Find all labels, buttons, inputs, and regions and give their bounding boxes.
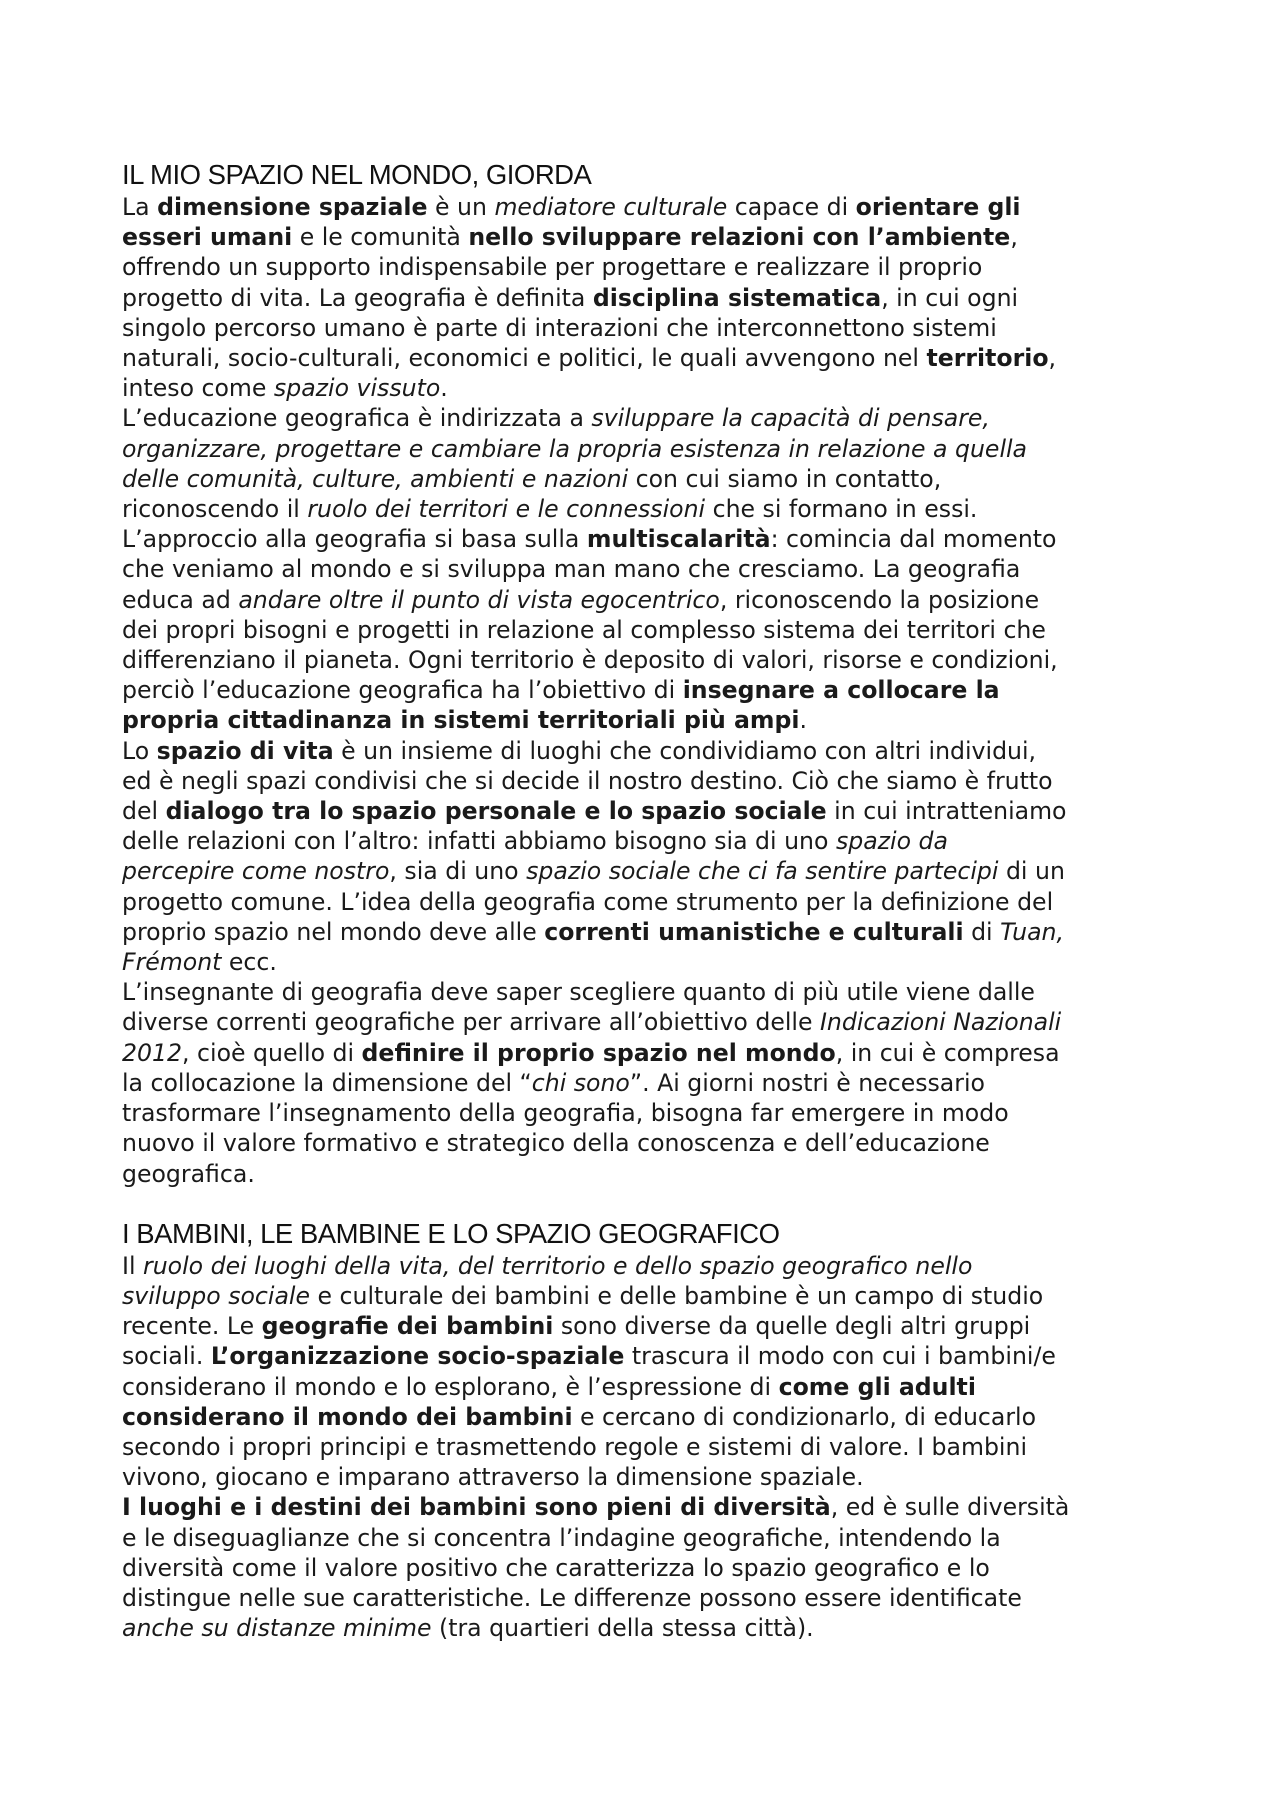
- text-run: capace di: [727, 193, 856, 221]
- text-line: [122, 1492, 1172, 1522]
- text-run: offrendo un supporto indispensabile per progettare e realizzare il proprio: [122, 253, 983, 282]
- bold-text: dimensione spaziale: [157, 193, 428, 221]
- text-run: ”. Ai giorni nostri è necessario: [629, 1068, 985, 1097]
- text-run: trascura il modo con cui i bambini/e: [624, 1342, 1056, 1371]
- bold-text: insegnare a collocare la: [682, 676, 1000, 705]
- text-line: [122, 313, 1172, 343]
- text-run: : comincia dal momento: [770, 525, 1057, 554]
- text-line: [122, 1128, 1172, 1158]
- text-run: considerano il mondo e lo esplorano, è l’espressione di: [122, 1372, 779, 1401]
- text-run: sociali.: [122, 1342, 211, 1371]
- text-line: [122, 1341, 1172, 1371]
- italic-text: chi sono: [531, 1068, 630, 1097]
- text-run: progetto comune. L’idea della geografia come strumento per la definizione del: [122, 887, 1054, 916]
- text-run: e le diseguaglianze che si concentra l’indagine geografiche, intendendo la: [122, 1523, 1001, 1552]
- paragraph: [122, 977, 1172, 1188]
- bold-text: correnti umanistiche e culturali: [544, 917, 964, 946]
- paragraph: [122, 403, 1172, 524]
- text-run: trasformare l’insegnamento della geografia, bisogna far emergere in modo: [122, 1099, 1009, 1128]
- bold-text: I luoghi e i destini dei bambini sono pieni di diversità: [122, 1493, 831, 1522]
- text-run: .: [799, 706, 807, 735]
- text-line: [122, 796, 1172, 826]
- text-run: di: [963, 917, 1001, 946]
- bold-text: L’organizzazione socio-spaziale: [210, 1342, 625, 1371]
- text-line: [122, 434, 1172, 464]
- text-run: educa ad: [122, 585, 239, 614]
- bold-text: propria cittadinanza in sistemi territoriali più ampi: [122, 706, 800, 735]
- text-run: diversità come il valore positivo che caratterizza lo spazio geografico e lo: [122, 1553, 990, 1582]
- italic-text: sviluppare la capacità di pensare,: [591, 404, 990, 433]
- text-run: inteso come: [122, 374, 274, 403]
- text-line: [122, 1613, 1172, 1643]
- text-run: recente. Le: [122, 1312, 262, 1341]
- text-run: del: [122, 797, 166, 826]
- text-run: e culturale dei bambini e delle bambine è un campo di studio: [310, 1281, 1044, 1310]
- text-run: è un: [427, 193, 495, 221]
- text-run: in cui intratteniamo: [826, 797, 1067, 826]
- italic-text: percepire come nostro: [122, 857, 390, 886]
- text-run: distingue nelle sue caratteristiche. Le differenze possono essere identificate: [122, 1583, 1022, 1612]
- text-run: L’approccio alla geografia si basa sulla: [122, 525, 587, 554]
- bold-text: esseri umani: [122, 223, 293, 252]
- text-line: [122, 494, 1172, 524]
- text-line: [122, 464, 1172, 494]
- text-line: [122, 917, 1172, 947]
- text-line: [122, 947, 1172, 977]
- text-run: differenziano il pianeta. Ogni territorio è deposito di valori, risorse e condizioni,: [122, 646, 1058, 675]
- text-run: nuovo il valore formativo e strategico della conoscenza e dell’educazione: [122, 1129, 990, 1158]
- italic-text: ruolo dei territori e le connessioni: [307, 495, 706, 524]
- section-2-body: [122, 1251, 1172, 1644]
- section-1-body: [122, 192, 1172, 1189]
- text-line: [122, 1553, 1172, 1583]
- text-run: , in cui è compresa: [835, 1038, 1060, 1067]
- text-line: [122, 1462, 1172, 1492]
- text-run: ,: [1010, 223, 1018, 252]
- bold-text: geografie dei bambini: [261, 1312, 554, 1341]
- text-run: ed è negli spazi condivisi che si decide il nostro destino. Ciò che siamo è frutto: [122, 766, 1053, 795]
- text-line: [122, 1251, 1172, 1281]
- text-run: L’insegnante di geografia deve saper scegliere quanto di più utile viene dalle: [122, 978, 1035, 1007]
- text-line: [122, 192, 1172, 222]
- text-line: [122, 1068, 1172, 1098]
- text-run: (tra quartieri della stessa città).: [431, 1614, 814, 1643]
- text-line: [122, 645, 1172, 675]
- text-run: è un insieme di luoghi che condividiamo con altri individui,: [333, 736, 1037, 765]
- text-line: [122, 554, 1172, 584]
- text-run: e cercano di condizionarlo, di educarlo: [572, 1402, 1037, 1431]
- bold-text: territorio: [926, 344, 1049, 373]
- section-1-title: IL MIO SPAZIO NEL MONDO, GIORDA: [122, 159, 592, 190]
- italic-text: Frémont: [122, 948, 222, 977]
- text-run: di un: [998, 857, 1065, 886]
- italic-text: Indicazioni Nazionali: [819, 1008, 1062, 1037]
- bold-text: multiscalarità: [586, 525, 771, 554]
- text-line: [122, 1159, 1172, 1189]
- italic-text: ruolo dei luoghi della vita, del territorio e dello spazio geografico nello: [143, 1251, 973, 1280]
- text-line: [122, 1523, 1172, 1553]
- bold-text: definire il proprio spazio nel mondo: [361, 1038, 836, 1067]
- text-line: [122, 1402, 1172, 1432]
- text-run: , riconoscendo la posizione: [719, 585, 1040, 614]
- text-line: [122, 222, 1172, 252]
- bold-text: come gli adulti: [778, 1372, 976, 1401]
- italic-text: organizzare, progettare e cambiare la propria esistenza in relazione a quella: [122, 434, 1028, 463]
- text-line: [122, 977, 1172, 1007]
- text-line: [122, 1098, 1172, 1128]
- document-page: [122, 160, 1172, 1643]
- bold-text: considerano il mondo dei bambini: [122, 1402, 573, 1431]
- text-run: naturali, socio-culturali, economici e politici, le quali avvengono nel: [122, 344, 927, 373]
- text-line: [122, 1583, 1172, 1613]
- text-run: , ed è sulle diversità: [830, 1493, 1070, 1522]
- text-line: [122, 826, 1172, 856]
- text-line: [122, 252, 1172, 282]
- text-run: dei propri bisogni e progetti in relazione al complesso sistema dei territori che: [122, 615, 1046, 644]
- text-run: e le comunità: [292, 223, 469, 252]
- text-line: [122, 283, 1172, 313]
- italic-text: 2012: [122, 1038, 183, 1067]
- text-line: [122, 524, 1172, 554]
- text-line: [122, 736, 1172, 766]
- text-line: [122, 1432, 1172, 1462]
- text-run: L’educazione geografica è indirizzata a: [122, 404, 592, 433]
- text-run: proprio spazio nel mondo deve alle: [122, 917, 545, 946]
- text-run: sono diverse da quelle degli altri gruppi: [553, 1312, 1031, 1341]
- text-run: ecc.: [221, 948, 277, 977]
- text-run: riconoscendo il: [122, 495, 308, 524]
- text-run: diverse correnti geografiche per arrivare all’obiettivo delle: [122, 1008, 820, 1037]
- text-run: , cioè quello di: [182, 1038, 362, 1067]
- bold-text: nello sviluppare relazioni con l’ambiente: [468, 223, 1011, 252]
- text-run: che si formano in essi.: [705, 495, 978, 524]
- text-line: [122, 766, 1172, 796]
- bold-text: orientare gli: [855, 193, 1021, 221]
- section-2-title: I BAMBINI, LE BAMBINE E LO SPAZIO GEOGRAFICO: [122, 1217, 780, 1249]
- text-run: con cui siamo in contatto,: [628, 464, 942, 493]
- text-line: [122, 373, 1172, 403]
- paragraph: [122, 1492, 1172, 1643]
- italic-text: mediatore culturale: [494, 193, 728, 221]
- text-line: [122, 856, 1172, 886]
- paragraph: [122, 736, 1172, 978]
- text-run: La: [122, 193, 158, 221]
- italic-text: anche su distanze minime: [122, 1614, 432, 1643]
- text-line: [122, 615, 1172, 645]
- text-run: che veniamo al mondo e si sviluppa man mano che cresciamo. La geografia: [122, 555, 1021, 584]
- paragraph: [122, 524, 1172, 735]
- italic-text: spazio da: [835, 827, 948, 856]
- text-line: [122, 887, 1172, 917]
- paragraph: [122, 1251, 1172, 1493]
- text-run: delle relazioni con l’altro: infatti abbiamo bisogno sia di uno: [122, 827, 836, 856]
- text-run: vivono, giocano e imparano attraverso la dimensione spaziale.: [122, 1463, 864, 1492]
- text-line: [122, 705, 1172, 735]
- text-line: [122, 343, 1172, 373]
- italic-text: Tuan,: [1000, 917, 1065, 946]
- text-run: progetto di vita. La geografia è definita: [122, 283, 593, 312]
- text-run: , in cui ogni: [881, 283, 1019, 312]
- italic-text: spazio vissuto: [273, 374, 441, 403]
- italic-text: andare oltre il punto di vista egocentrico: [238, 585, 720, 614]
- bold-text: dialogo tra lo spazio personale e lo spazio sociale: [165, 797, 827, 826]
- text-run: geografica.: [122, 1159, 255, 1188]
- text-line: [122, 1007, 1172, 1037]
- text-line: [122, 1372, 1172, 1402]
- text-run: la collocazione la dimensione del “: [122, 1068, 532, 1097]
- text-run: .: [440, 374, 448, 403]
- text-run: singolo percorso umano è parte di interazioni che interconnettono sistemi: [122, 313, 997, 342]
- text-run: ,: [1048, 344, 1057, 373]
- text-run: secondo i propri principi e trasmettendo regole e sistemi di valore. I bambini: [122, 1432, 1027, 1461]
- paragraph: [122, 192, 1172, 403]
- italic-text: sviluppo sociale: [122, 1281, 310, 1310]
- text-run: , sia di uno: [389, 857, 527, 886]
- text-line: [122, 1038, 1172, 1068]
- italic-text: delle comunità, culture, ambienti e nazioni: [122, 464, 629, 493]
- text-run: Lo: [122, 736, 157, 765]
- text-run: Il: [122, 1251, 144, 1280]
- text-line: [122, 1311, 1172, 1341]
- bold-text: spazio di vita: [156, 736, 334, 765]
- text-line: [122, 403, 1172, 433]
- bold-text: disciplina sistematica: [592, 283, 882, 312]
- text-line: [122, 675, 1172, 705]
- text-line: [122, 585, 1172, 615]
- text-line: [122, 1281, 1172, 1311]
- italic-text: spazio sociale che ci fa sentire partecipi: [526, 857, 999, 886]
- text-run: perciò l’educazione geografica ha l’obiettivo di: [122, 676, 683, 705]
